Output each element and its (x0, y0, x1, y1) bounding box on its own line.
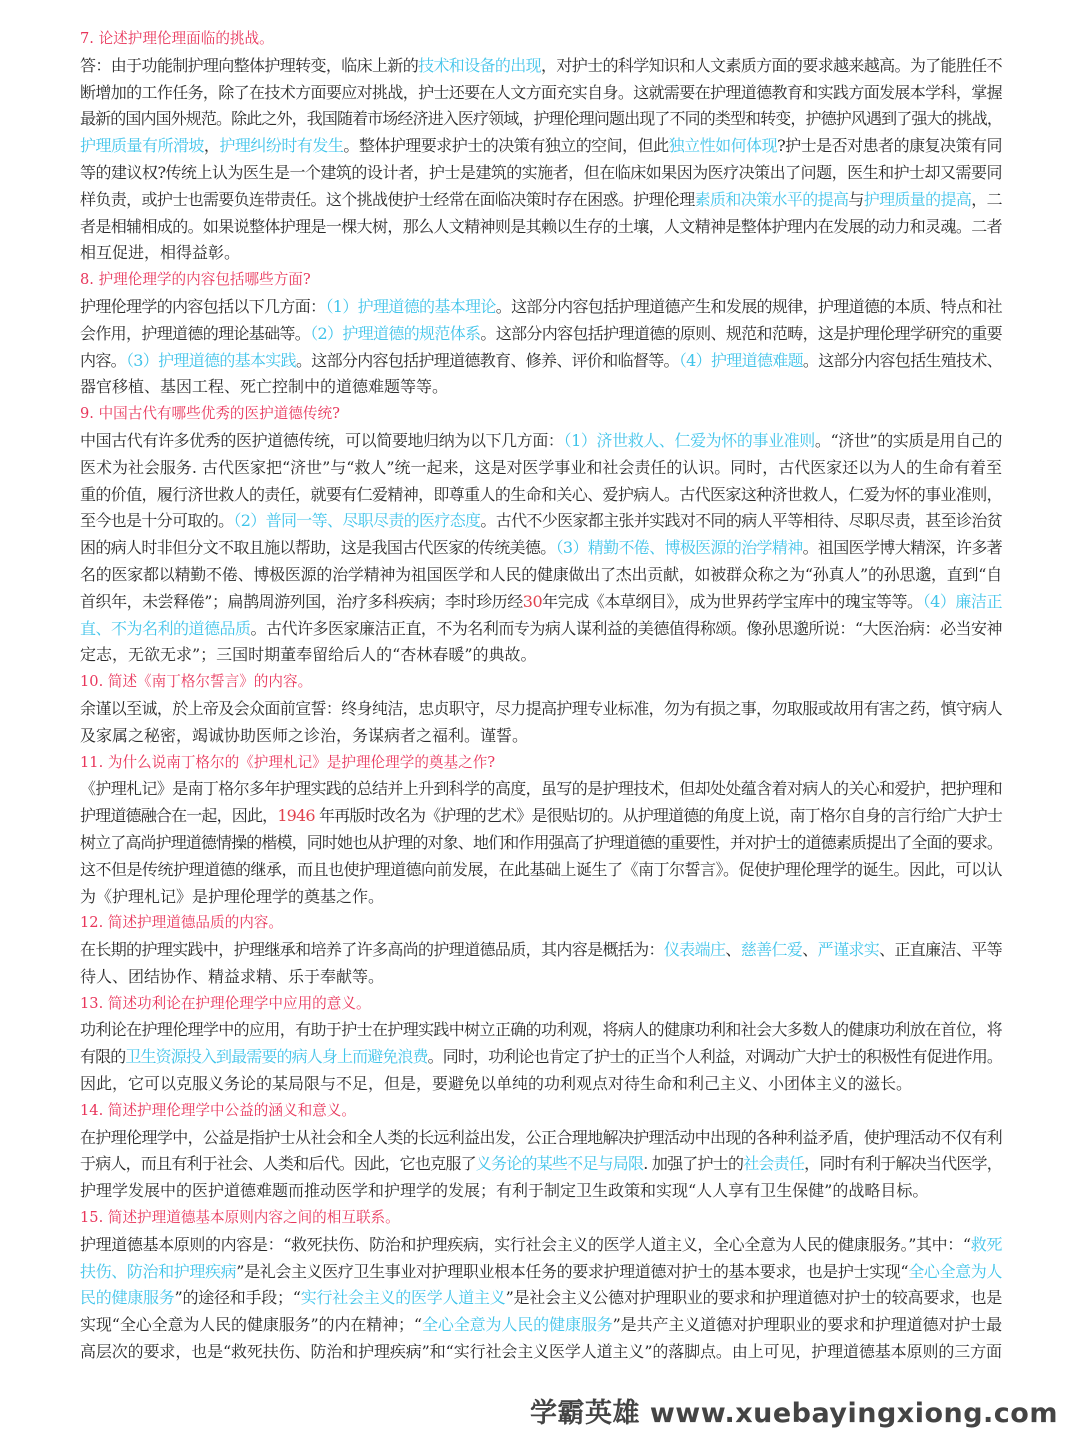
answer-text: 中国古代有许多优秀的医护道德传统，可以简要地归纳为以下几方面： (80, 430, 564, 450)
answer-text: 。这部分内容包括护理道德产生和发展的规律，护理道德的本质、特点和社 (495, 296, 1002, 316)
highlighted-term: 严谨求实 (817, 940, 880, 960)
highlighted-term: 护理质量有所滑坡 (80, 136, 204, 156)
highlighted-term: 义务论的某些不足与局限 (475, 1154, 644, 1174)
answer-line (80, 1312, 1002, 1339)
question-section-q14 (80, 1098, 1002, 1205)
answer-text: 。整体护理要求护士的决策有独立的空间，但此 (343, 136, 669, 156)
answer-text: 护理道德融合在一起，因此， (80, 806, 278, 826)
highlighted-term: 全心全意为人民的健康服务 (421, 1315, 613, 1335)
answer-text: 定志，无欲无求”；三国时期董奉留给后人的“杏林春暖”的典故。 (80, 645, 537, 665)
highlighted-term: 技术和设备的出现 (418, 55, 542, 75)
answer-line (80, 160, 1002, 187)
highlighted-term: 救死 (970, 1234, 1002, 1254)
answer-line (80, 482, 1002, 509)
answer-text: 。这部分内容包括护理道德教育、修养、评价和临督等。 (295, 350, 679, 370)
answer-line (80, 321, 1002, 348)
answer-text: 年完成《本草纲目》，成为世界药学宝库中的瑰宝等等。 (542, 591, 923, 611)
answer-text: 因此，它可以克服义务论的某局限与不足，但是，要避免以单纯的功利观点对待生命和利己主义、小团体主义的滋长。 (80, 1074, 913, 1094)
highlighted-term: 独立性如何体现 (668, 136, 778, 156)
answer-line (80, 589, 1002, 616)
question-title: 12. 简述护理道德品质的内容。 (80, 914, 283, 932)
document-body (80, 26, 1002, 1366)
highlighted-term: （4）廉洁正 (922, 591, 1003, 611)
answer-text: 重的价值，履行济世救人的责任，就要有仁爱精神，即尊重人的生命和关心、爱护病人。古代医家这种济世救人，仁爱为怀的事业准则， (80, 484, 1002, 504)
question-section-q15 (80, 1205, 1002, 1366)
answer-text: 树立了高尚护理道德情操的楷模，同时她也从护理的对象、地们和作用强高了护理道德的重要性，并对护士的道德素质提出了全面的要求。 (80, 832, 1002, 852)
answer-line (80, 937, 1002, 964)
answer-text: 困的病人时非但分文不取且施以帮助，这是我国古代医家的传统美德。 (80, 538, 556, 558)
question-title: 11. 为什么说南丁格尔的《护理札记》是护理伦理学的奠基之作? (80, 753, 496, 771)
answer-line (80, 964, 1002, 991)
question-title: 7. 论述护理伦理面临的挑战。 (80, 30, 274, 47)
answer-text: 待人、团结协作、精益求精、乐于奉献等。 (80, 966, 385, 986)
answer-text: ，对护士的科学知识和人文素质方面的要求越来越高。为了能胜任不 (541, 55, 1003, 75)
answer-line (80, 106, 1002, 133)
highlighted-term: （4）护理道德难题 (678, 350, 803, 370)
answer-text: 与 (848, 189, 864, 209)
answer-text: 于病人，而且有利于社会、人类和后代。因此，它也克服了 (80, 1154, 476, 1174)
answer-line (80, 187, 1002, 214)
answer-text: ，同时有利于解决当代医学， (804, 1154, 1002, 1174)
answer-line (80, 53, 1002, 80)
answer-line (80, 133, 1002, 160)
answer-text: 样负责，或护士也需要负连带责任。这个挑战使护士经常在面临决策时存在困惑。护理伦理 (80, 189, 695, 209)
question-title: 8. 护理伦理学的内容包括哪些方面? (80, 271, 311, 289)
highlighted-term: 社会责任 (743, 1154, 805, 1174)
answer-text: 答：由于功能制护理向整体护理转变，临床上新的 (80, 55, 419, 75)
answer-text: ，二 (971, 189, 1003, 209)
answer-line (80, 535, 1002, 562)
answer-text: 名的医家都以精勤不倦、博极医源的治学精神为祖国医学和人民的健康做出了杰出贡献，如被群众称之为“孙真人”的孙思邈，直到“自 (80, 564, 1002, 584)
highlighted-term: 护理质量的提高 (863, 189, 972, 209)
answer-text: 断增加的工作任务，除了在技术方面要应对挑战，护士还要在人文方面充实自身。这就需要在护理道德教育和实践方面发展本学科，掌握 (80, 82, 1002, 102)
answer-text: . 加强了护士的 (643, 1154, 744, 1174)
highlighted-term: 卫生资源投入到最需要的病人身上而避免浪费 (125, 1047, 428, 1067)
answer-text: 为《护理札记》是护理伦理学的奠基之作。 (80, 886, 385, 906)
answer-text: 会作用，护理道德的理论基础等。 (80, 323, 311, 343)
answer-text: 至今也是十分可取的。 (80, 511, 234, 531)
answer-text: 。同时，功利论也肯定了护士的正当个人利益，对调动广大护士的积极性有促进作用。 (427, 1047, 1002, 1067)
answer-text: 护理学发展中的医护道德难题而推动医学和护理学的发展；有利于制定卫生政策和实现“人人享有卫生保健”的战略目标。 (80, 1181, 929, 1201)
answer-text: 、 (725, 940, 741, 960)
question-section-q11 (80, 750, 1002, 911)
answer-text: ?护士是否对患者的康复决策有同 (777, 136, 1002, 156)
answer-text: 内容。 (80, 350, 126, 370)
highlighted-term: （3）精勤不倦、博极医源的治学精神 (555, 538, 803, 558)
answer-line (80, 723, 1002, 750)
answer-text: ”的途径和手段；“ (174, 1288, 301, 1308)
answer-line (80, 428, 1002, 455)
highlighted-term: 民的健康服务 (80, 1288, 175, 1308)
highlighted-term: 实行社会主义的医学人道主义 (300, 1288, 506, 1308)
answer-line (80, 455, 1002, 482)
answer-line (80, 616, 1002, 643)
question-section-q9 (80, 401, 1002, 669)
answer-text: ”是共产主义道德对护理职业的要求和护理道德对护士最 (612, 1315, 1002, 1335)
answer-line (80, 240, 1002, 267)
highlighted-term: （1）护理道德的基本理论 (325, 296, 496, 316)
highlighted-term: （3）护理道德的基本实践 (125, 350, 296, 370)
answer-line (80, 1232, 1002, 1259)
answer-text: 。“济世”的实质是用自己的 (814, 430, 1002, 450)
answer-text: 在长期的护理实践中，护理继承和培养了许多高尚的护理道德品质，其内容是概括为： (80, 940, 664, 960)
answer-text: 年再版时改名为《护理的艺术》是很贴切的。从护理道德的角度上说，南丁格尔自身的言行给广大护士 (314, 806, 1002, 826)
answer-line (80, 374, 1002, 401)
answer-text: 这不但是传统护理道德的继承，而且也使护理道德向前发展，在此基础上诞生了《南丁尔誓言》。促使护理伦理学的诞生。因此，可以认 (80, 859, 1002, 879)
highlighted-term: 仪表端庄 (663, 940, 726, 960)
highlighted-term: 素质和决策水平的提高 (694, 189, 849, 209)
answer-text: 、 (802, 940, 818, 960)
answer-line (80, 1044, 1002, 1071)
answer-text: 。祖国医学博大精深，许多著 (802, 538, 1002, 558)
answer-line (80, 562, 1002, 589)
answer-line (80, 857, 1002, 884)
highlighted-number: 1946 (277, 806, 315, 826)
question-section-q12 (80, 910, 1002, 990)
answer-line (80, 803, 1002, 830)
answer-line (80, 294, 1002, 321)
answer-text: 及家属之秘密，竭诚协助医师之诊治，务谋病者之福利。谨誓。 (80, 725, 529, 745)
highlighted-term: （1）济世救人、仁爱为怀的事业准则 (563, 430, 815, 450)
answer-text: 。古代不少医家都主张并实践对不同的病人平等相待、尽职尽责，甚至诊治贫 (480, 511, 1002, 531)
answer-text: 最新的国内国外规范。除此之外，我国随着市场经济进入医疗领域，护理伦理问题出现了不同的类型和转变，护德护风遇到了强大的挑战， (80, 109, 1002, 129)
question-section-q10 (80, 669, 1002, 749)
answer-line (80, 1151, 1002, 1178)
question-title: 9. 中国古代有哪些优秀的医护道德传统? (80, 405, 340, 423)
answer-text: 。这部分内容包括生殖技术、 (802, 350, 1002, 370)
answer-line (80, 214, 1002, 241)
highlighted-number: 30 (522, 591, 543, 611)
answer-text: 相互促进，相得益彰。 (80, 243, 241, 263)
answer-line (80, 1017, 1002, 1044)
answer-line (80, 1285, 1002, 1312)
answer-text: ”是社会主义公德对护理职业的要求和护理道德对护士的较高要求，也是 (505, 1288, 1002, 1308)
answer-line (80, 1259, 1002, 1286)
answer-line (80, 1339, 1002, 1366)
answer-line (80, 1178, 1002, 1205)
answer-text: 护理道德基本原则的内容是：“救死扶伤、防治和护理疾病，实行社会主义的医学人道主义，全心全意为人民的健康服务。”其中：“ (80, 1234, 971, 1254)
answer-line (80, 508, 1002, 535)
answer-line (80, 776, 1002, 803)
highlighted-term: （2）护理道德的规范体系 (310, 323, 481, 343)
answer-line (80, 642, 1002, 669)
question-title: 13. 简述功利论在护理伦理学中应用的意义。 (80, 994, 371, 1012)
question-title: 14. 简述护理伦理学中公益的涵义和意义。 (80, 1101, 356, 1119)
site-watermark: 学霸英雄 www.xuebayingxiong.com (529, 1398, 1058, 1429)
answer-text: 高层次的要求，也是“救死扶伤、防治和护理疾病”和“实行社会主义医学人道主义”的落脚点。由上可见，护理道德基本原则的三方面 (80, 1342, 1002, 1362)
question-section-q8 (80, 267, 1002, 401)
answer-text: 余谨以至诚，於上帝及会众面前宣誓：终身纯洁，忠贞职守，尽力提高护理专业标准，勿为有损之事，勿取服或故用有害之药，慎守病人 (80, 698, 1002, 718)
answer-text: ”是礼会主义医疗卫生事业对护理职业根本任务的要求护理道德对护士的基本要求，也是护士实现“ (236, 1261, 909, 1281)
answer-line (80, 696, 1002, 723)
answer-text: 在护理伦理学中，公益是指护士从社会和全人类的长远利益出发，公正合理地解决护理活动中出现的各种利益矛盾，使护理活动不仅有利 (80, 1127, 1002, 1147)
answer-text: 护理伦理学的内容包括以下几方面： (80, 296, 326, 316)
answer-line (80, 348, 1002, 375)
answer-line (80, 830, 1002, 857)
question-title: 10. 简述《南丁格尔誓言》的内容。 (80, 673, 313, 691)
answer-text: 、正直廉洁、平等 (879, 940, 1002, 960)
answer-text: 实现“全心全意为人民的健康服务”的内在精神；“ (80, 1315, 422, 1335)
answer-text: ， (203, 136, 220, 156)
answer-text: 。这部分内容包括护理道德的原则、规范和范畴，这是护理伦理学研究的重要 (480, 323, 1002, 343)
answer-line (80, 884, 1002, 911)
answer-text: 有限的 (80, 1047, 126, 1067)
highlighted-term: 扶伤、防治和护理疾病 (80, 1261, 237, 1281)
answer-text: 者是相辅相成的。如果说整体护理是一棵大树，那么人文精神则是其赖以生存的土壤，人文精神是整体护理内在发展的动力和灵魂。二者 (80, 216, 1002, 236)
highlighted-term: （2）普同一等、尽职尽责的医疗态度 (233, 511, 481, 531)
answer-text: 医术为社会服务. 古代医家把“济世”与“救人”统一起来，这是对医学事业和社会责任的认识。同时，古代医家还以为人的生命有着至 (80, 457, 1002, 477)
answer-line (80, 1071, 1002, 1098)
answer-text: 首织年，未尝释倦”；扁鹊周游列国，治疗多科疾病；李时珍历经 (80, 591, 523, 611)
question-title: 15. 简述护理道德基本原则内容之间的相互联系。 (80, 1209, 400, 1227)
highlighted-term: 直、不为名利的道德品质 (80, 618, 251, 638)
highlighted-term: 护理纠纷时有发生 (219, 136, 344, 156)
question-section-q13 (80, 991, 1002, 1098)
answer-text: 《护理札记》是南丁格尔多年护理实践的总结并上升到科学的高度，虽写的是护理技术，但却处处蕴含着对病人的关心和爱护，把护理和 (80, 779, 1002, 799)
question-section-q7 (80, 26, 1002, 267)
answer-line (80, 1125, 1002, 1152)
highlighted-term: 慈善仁爱 (740, 940, 803, 960)
answer-line (80, 80, 1002, 107)
answer-text: 功利论在护理伦理学中的应用，有助于护士在护理实践中树立正确的功利观，将病人的健康功利和社会大多数人的健康功利放在首位，将 (80, 1020, 1002, 1040)
answer-text: 等的建议权?传统上认为医生是一个建筑的设计者，护士是建筑的实施者，但在临床如果因为医疗决策出了问题，医生和护士却又需要同 (80, 162, 1002, 182)
answer-text: 。古代许多医家廉洁正直，不为名利而专为病人谋利益的美德值得称颂。像孙思邈所说：“大医治病：必当安神 (250, 618, 1002, 638)
answer-text: 器官移植、基因工程、死亡控制中的道德难题等等。 (80, 377, 449, 397)
highlighted-term: 全心全意为人 (908, 1261, 1002, 1281)
